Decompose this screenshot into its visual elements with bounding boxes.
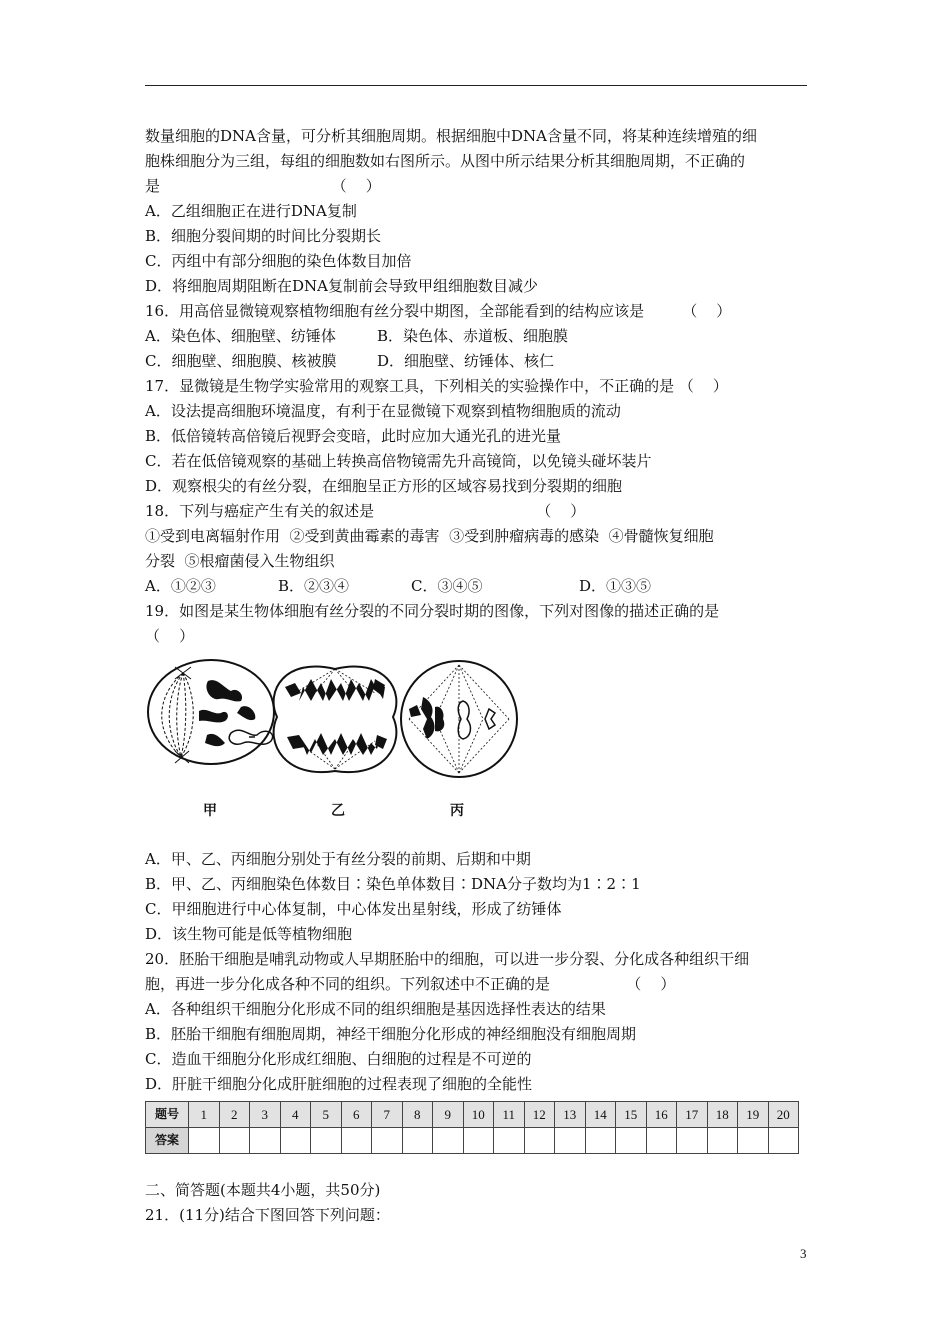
answer-cell[interactable] bbox=[280, 1128, 311, 1154]
answer-cell[interactable] bbox=[738, 1128, 769, 1154]
q17-option-c: C．若在低倍镜观察的基础上转换高倍物镜需先升高镜筒，以免镜头碰坏装片 bbox=[145, 452, 652, 470]
q20-option-a: A．各种组织干细胞分化形成不同的组织细胞是基因选择性表达的结果 bbox=[145, 1000, 606, 1018]
answer-table-answer-label: 答案 bbox=[146, 1128, 189, 1154]
answer-table-answer-row bbox=[146, 1128, 799, 1154]
answer-number: 8 bbox=[402, 1102, 433, 1128]
q20-stem-line-2: 胞，再进一步分化成各种不同的组织。下列叙述中不正确的是 （ ） bbox=[145, 975, 676, 993]
q19-option-a: A．甲、乙、丙细胞分别处于有丝分裂的前期、后期和中期 bbox=[145, 850, 531, 868]
q18-option-d: D．①③⑤ bbox=[579, 577, 652, 595]
q16-option-a: A．染色体、细胞壁、纺锤体 bbox=[145, 327, 336, 345]
q15-line-3: 是 （ ） bbox=[145, 177, 381, 195]
answer-cell[interactable] bbox=[189, 1128, 220, 1154]
q15-option-c: C．丙组中有部分细胞的染色体数目加倍 bbox=[145, 252, 412, 270]
q16-option-c: C．细胞壁、细胞膜、核被膜 bbox=[145, 352, 337, 370]
answer-cell[interactable] bbox=[219, 1128, 250, 1154]
answer-cell[interactable] bbox=[616, 1128, 647, 1154]
q17-option-a: A．设法提高细胞环境温度，有利于在显微镜下观察到植物细胞质的流动 bbox=[145, 402, 621, 420]
mitosis-cells-illustration bbox=[145, 657, 809, 837]
cell-bing bbox=[401, 661, 517, 777]
answer-number: 16 bbox=[646, 1102, 677, 1128]
section-2-title: 二、简答题(本题共4小题，共50分) bbox=[145, 1181, 381, 1199]
q15-option-a: A．乙组细胞正在进行DNA复制 bbox=[145, 202, 357, 220]
q15-line-1: 数量细胞的DNA含量，可分析其细胞周期。根据细胞中DNA含量不同，将某种连续增殖的细 bbox=[145, 127, 757, 145]
answer-cell[interactable] bbox=[250, 1128, 281, 1154]
answer-cell[interactable] bbox=[677, 1128, 708, 1154]
q19-stem-line-2: （ ） bbox=[145, 627, 195, 645]
q17-stem: 17．显微镜是生物学实验常用的观察工具，下列相关的实验操作中，不正确的是 （ ） bbox=[145, 377, 728, 395]
q18-option-a: A．①②③ bbox=[145, 577, 216, 595]
answer-number: 11 bbox=[494, 1102, 525, 1128]
q18-items-line-2: 分裂 ⑤根瘤菌侵入生物组织 bbox=[145, 552, 335, 570]
section-2 bbox=[145, 1178, 809, 1228]
answer-cell[interactable] bbox=[311, 1128, 342, 1154]
q17-option-d: D．观察根尖的有丝分裂，在细胞呈正方形的区域容易找到分裂期的细胞 bbox=[145, 477, 623, 495]
answer-number: 18 bbox=[707, 1102, 738, 1128]
answer-number: 13 bbox=[555, 1102, 586, 1128]
question-16 bbox=[145, 299, 809, 374]
question-19 bbox=[145, 599, 809, 947]
answer-number: 12 bbox=[524, 1102, 555, 1128]
page-number: 3 bbox=[800, 1246, 807, 1261]
q20-option-d: D．肝脏干细胞分化成肝脏细胞的过程表现了细胞的全能性 bbox=[145, 1075, 533, 1093]
answer-cell[interactable] bbox=[433, 1128, 464, 1154]
q18-stem: 18．下列与癌症产生有关的叙述是 （ ） bbox=[145, 502, 586, 520]
answer-cell[interactable] bbox=[463, 1128, 494, 1154]
question-18 bbox=[145, 499, 809, 599]
figure-label-jia: 甲 bbox=[203, 803, 217, 819]
q17-option-b: B．低倍镜转高倍镜后视野会变暗，此时应加大通光孔的进光量 bbox=[145, 427, 562, 445]
answer-cell[interactable] bbox=[402, 1128, 433, 1154]
q16-option-b: B．染色体、赤道板、细胞膜 bbox=[377, 327, 569, 345]
answer-number: 10 bbox=[463, 1102, 494, 1128]
q15-option-d: D．将细胞周期阻断在DNA复制前会导致甲组细胞数目减少 bbox=[145, 277, 539, 295]
q16-option-d: D．细胞壁、纺锤体、核仁 bbox=[377, 352, 555, 370]
answer-number: 4 bbox=[280, 1102, 311, 1128]
figure-label-yi: 乙 bbox=[331, 803, 345, 819]
q15-option-b: B．细胞分裂间期的时间比分裂期长 bbox=[145, 227, 382, 245]
q18-option-c: C．③④⑤ bbox=[411, 577, 483, 595]
answer-cell[interactable] bbox=[555, 1128, 586, 1154]
question-17 bbox=[145, 374, 809, 499]
answer-number: 17 bbox=[677, 1102, 708, 1128]
answer-cell[interactable] bbox=[524, 1128, 555, 1154]
page-content bbox=[145, 124, 809, 1228]
q16-options-row-2 bbox=[145, 349, 809, 374]
q19-option-b: B．甲、乙、丙细胞染色体数目∶染色单体数目∶DNA分子数均为1∶2∶1 bbox=[145, 875, 641, 893]
question-15 bbox=[145, 124, 809, 299]
answer-cell[interactable] bbox=[494, 1128, 525, 1154]
q19-option-d: D．该生物可能是低等植物细胞 bbox=[145, 925, 353, 943]
answer-cell[interactable] bbox=[372, 1128, 403, 1154]
answer-number: 7 bbox=[372, 1102, 403, 1128]
answer-number: 5 bbox=[311, 1102, 342, 1128]
answer-table-header-label: 题号 bbox=[146, 1102, 189, 1128]
answer-number: 9 bbox=[433, 1102, 464, 1128]
answer-number: 1 bbox=[189, 1102, 220, 1128]
answer-number: 15 bbox=[616, 1102, 647, 1128]
q20-option-c: C．造血干细胞分化形成红细胞、白细胞的过程是不可逆的 bbox=[145, 1050, 532, 1068]
answer-cell[interactable] bbox=[707, 1128, 738, 1154]
answer-number: 2 bbox=[219, 1102, 250, 1128]
answer-cell[interactable] bbox=[585, 1128, 616, 1154]
answer-number: 20 bbox=[768, 1102, 799, 1128]
question-20 bbox=[145, 947, 809, 1097]
q18-option-b: B．②③④ bbox=[278, 577, 350, 595]
answer-number: 3 bbox=[250, 1102, 281, 1128]
mitosis-figure bbox=[145, 657, 809, 837]
q16-options-row-1 bbox=[145, 324, 809, 349]
answer-cell[interactable] bbox=[768, 1128, 799, 1154]
answer-table-number-row bbox=[146, 1102, 799, 1128]
figure-label-bing: 丙 bbox=[450, 803, 464, 819]
q18-options bbox=[145, 574, 809, 599]
answer-number: 14 bbox=[585, 1102, 616, 1128]
question-21-stem: 21．(11分)结合下图回答下列问题： bbox=[145, 1206, 390, 1224]
q19-option-c: C．甲细胞进行中心体复制，中心体发出星射线，形成了纺锤体 bbox=[145, 900, 562, 918]
q16-stem: 16．用高倍显微镜观察植物细胞有丝分裂中期图，全部能看到的结构应该是 （ ） bbox=[145, 302, 732, 320]
q20-option-b: B．胚胎干细胞有细胞周期，神经干细胞分化形成的神经细胞没有细胞周期 bbox=[145, 1025, 637, 1043]
answer-cell[interactable] bbox=[646, 1128, 677, 1154]
answer-cell[interactable] bbox=[341, 1128, 372, 1154]
q18-items-line-1: ①受到电离辐射作用 ②受到黄曲霉素的毒害 ③受到肿瘤病毒的感染 ④骨髓恢复细胞 bbox=[145, 527, 714, 545]
answer-table bbox=[145, 1101, 799, 1154]
answer-number: 19 bbox=[738, 1102, 769, 1128]
q15-line-2: 胞株细胞分为三组，每组的细胞数如右图所示。从图中所示结果分析其细胞周期，不正确的 bbox=[145, 152, 746, 170]
answer-number: 6 bbox=[341, 1102, 372, 1128]
q20-stem-line-1: 20．胚胎干细胞是哺乳动物或人早期胚胎中的细胞，可以进一步分裂、分化成各种组织干细 bbox=[145, 950, 750, 968]
q19-stem-line-1: 19．如图是某生物体细胞有丝分裂的不同分裂时期的图像，下列对图像的描述正确的是 bbox=[145, 602, 720, 620]
header-rule bbox=[145, 85, 807, 86]
